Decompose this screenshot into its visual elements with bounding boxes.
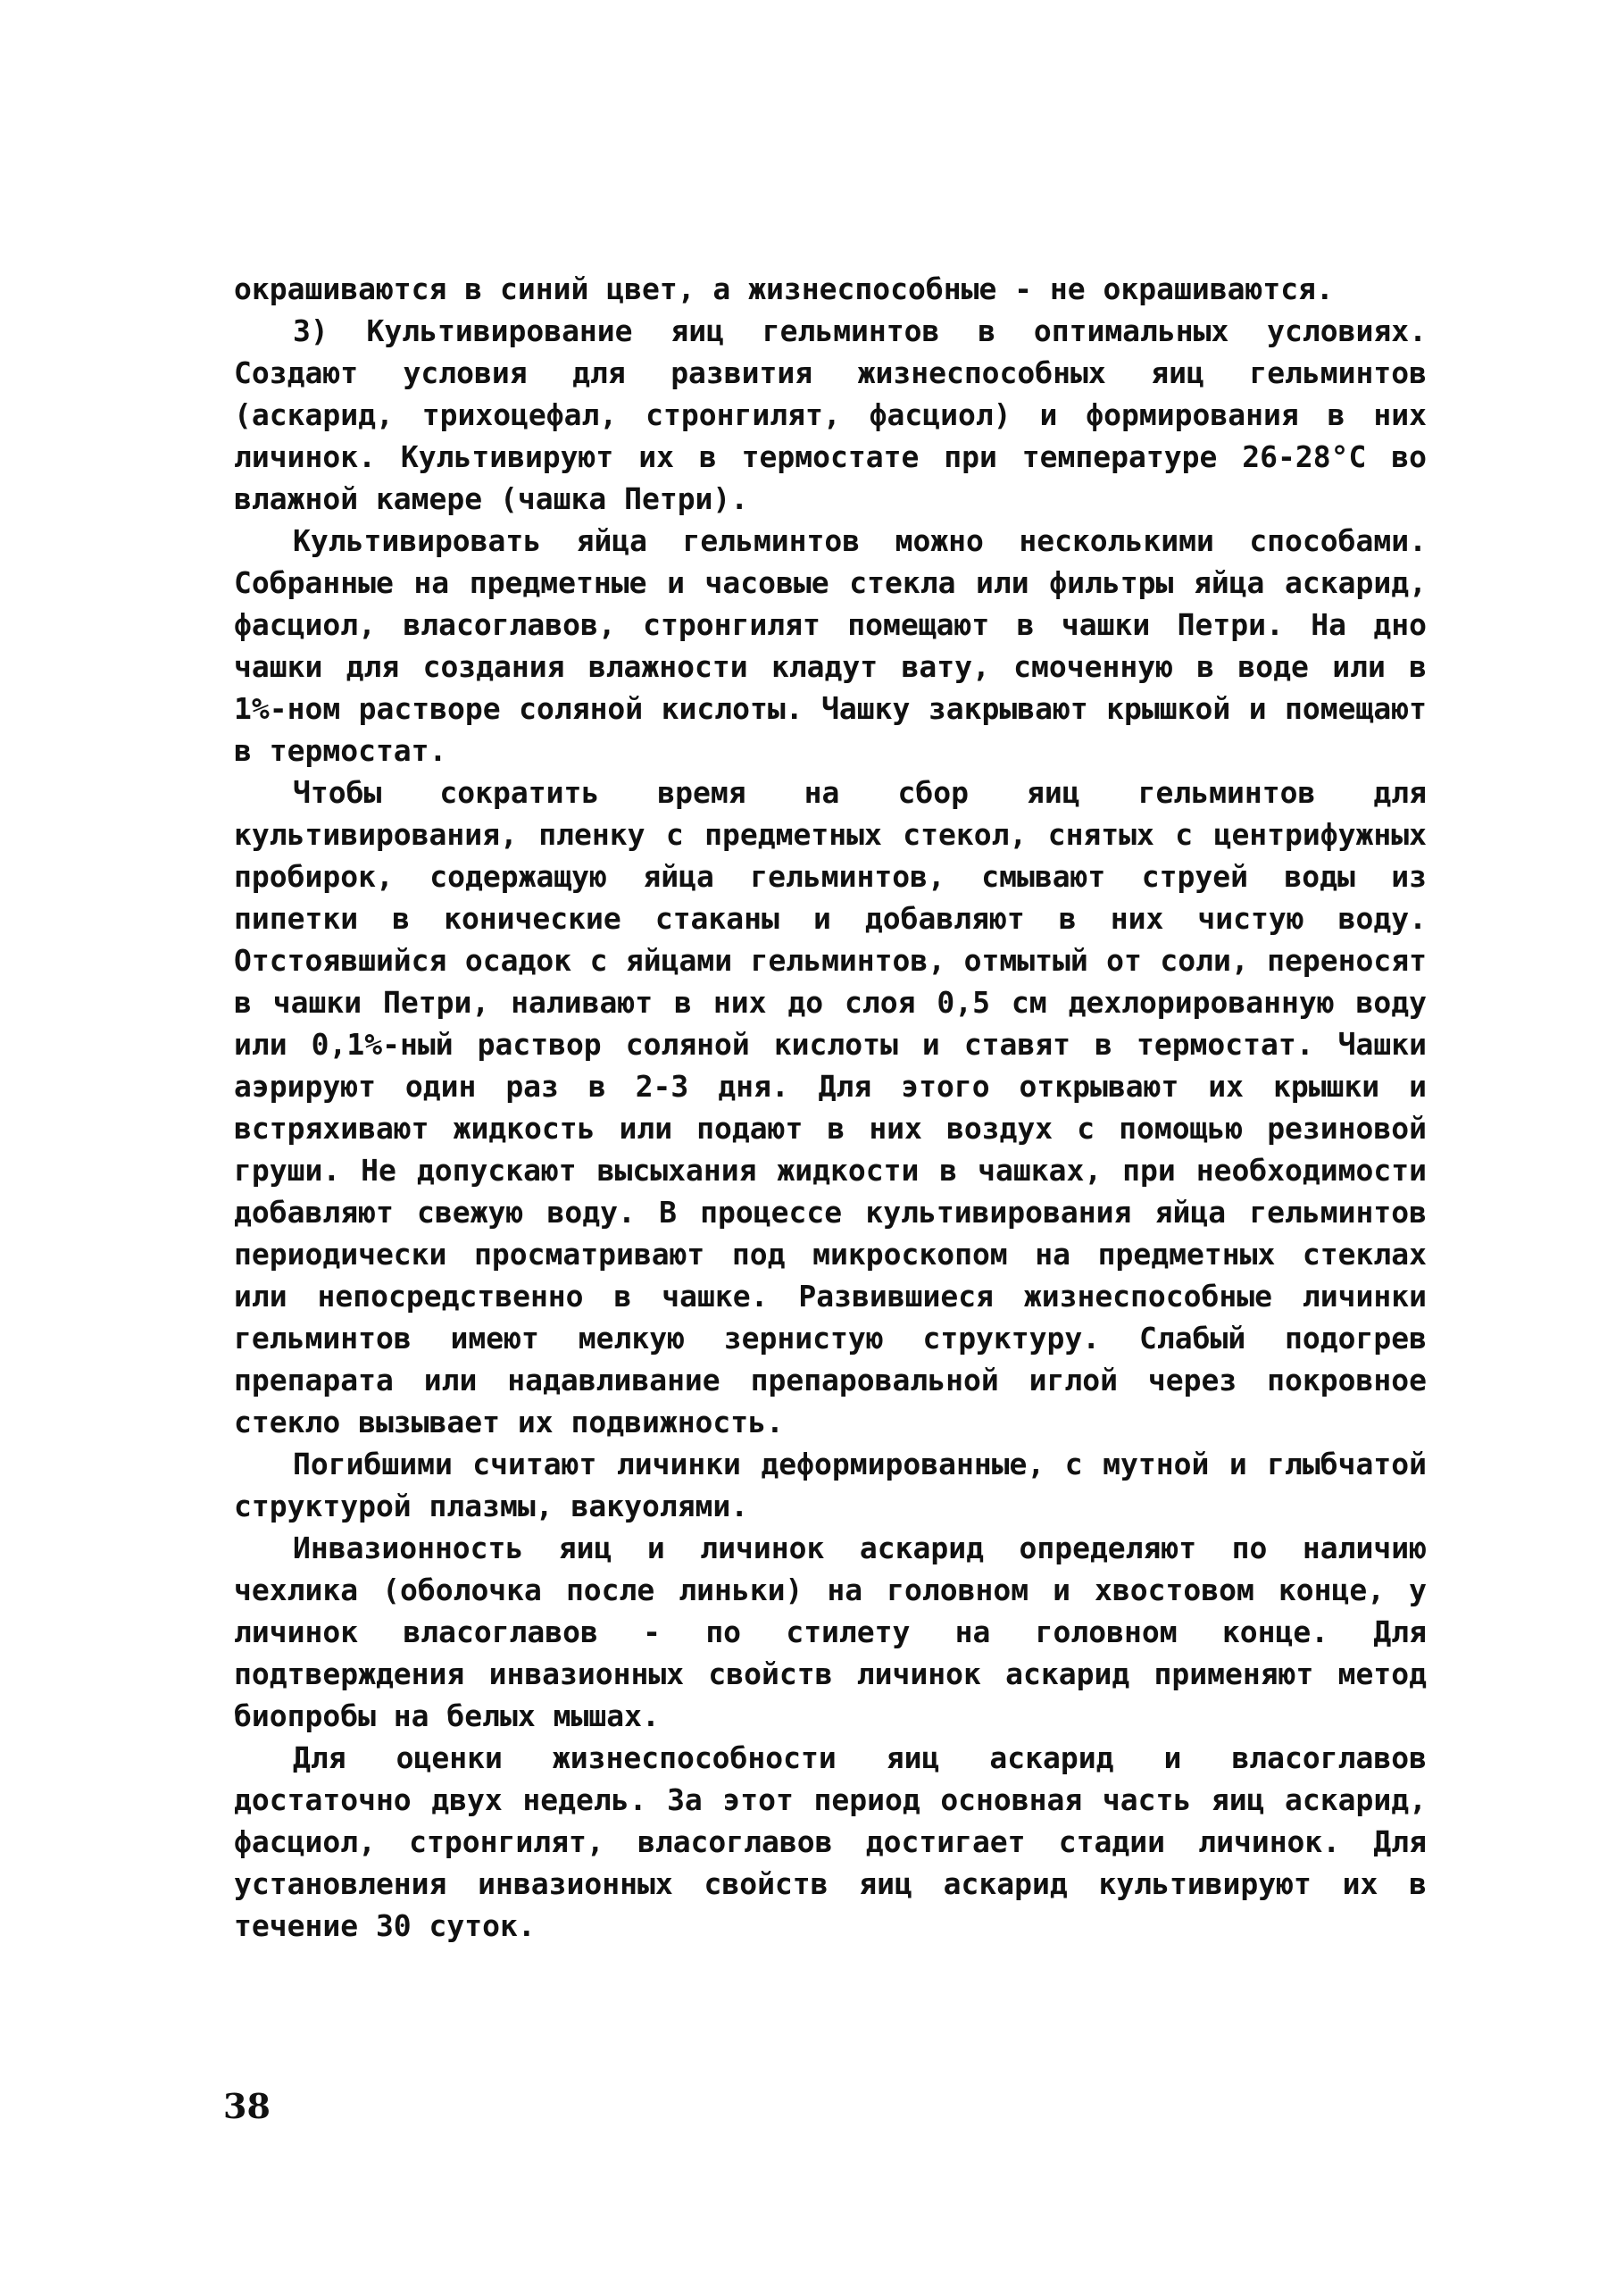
paragraph-invasiveness: Инвазионность яиц и личинок аскарид определяют по наличию чехлика (оболочка после линьки) на головном и хвостовом конце, у личинок власоглавов - по стилету на головном конце. Для подтверждения инвазионных свойств личинок аскарид применяют метод биопробы на белых мышах. [234, 1531, 1427, 1733]
page-number: 38 [223, 2086, 271, 2126]
paragraph-continuation: окрашиваются в синий цвет, а жизнеспособные - не окрашиваются. [234, 271, 1334, 306]
page-body [234, 268, 1427, 1947]
paragraph-time-saving: Чтобы сократить время на сбор яиц гельминтов для культивирования, пленку с предметных стекол, снятых с центрифужных пробирок, содержащую яйца гельминтов, смывают струей воды из пипетки в конические стаканы и добавляют в них чистую воду. Отстоявшийся осадок с яйцами гельминтов, отмытый от соли, переносят в чашки Петри, наливают в них до слоя 0,5 см дехлорированную воду или 0,1%-ный раствор соляной кислоты и ставят в термостат. Чашки аэрируют один раз в 2-3 дня. Для этого открывают их крышки и встряхивают жидкость или подают в них воздух с помощью резиновой груши. Не допускают высыхания жидкости в чашках, при необходимости добавляют свежую воду. В процессе культивирования яйца гельминтов периодически просматривают под микроскопом на предметных стеклах или непосредственно в чашке. Развившиеся жизнеспособные личинки гельминтов имеют мелкую зернистую структуру. Слабый подогрев препарата или надавливание препаровальной иглой через покровное стекло вызывает их подвижность. [234, 775, 1427, 1439]
paragraph-assessment: Для оценки жизнеспособности яиц аскарид и власоглавов достаточно двух недель. За этот период основная часть яиц аскарид, фасциол, стронгилят, власоглавов достигает стадии личинок. Для установления инвазионных свойств яиц аскарид культивируют их в течение 30 суток. [234, 1740, 1427, 1943]
paragraph-cultivation: 3) Культивирование яиц гельминтов в оптимальных условиях. Создают условия для развития жизнеспособных яиц гельминтов (аскарид, трихоцефал, стронгилят, фасциол) и формирования в них личинок. Культивируют их в термостате при температуре 26-28°С во влажной камере (чашка Петри). [234, 313, 1427, 516]
paragraph-dead-larvae: Погибшими считают личинки деформированные, с мутной и глыбчатой структурой плазмы, вакуолями. [234, 1447, 1427, 1523]
paragraph-methods: Культивировать яйца гельминтов можно несколькими способами. Собранные на предметные и часовые стекла или фильтры яйца аскарид, фасциол, власоглавов, стронгилят помещают в чашки Петри. На дно чашки для создания влажности кладут вату, смоченную в воде или в 1%-ном растворе соляной кислоты. Чашку закрывают крышкой и помещают в термостат. [234, 523, 1427, 768]
